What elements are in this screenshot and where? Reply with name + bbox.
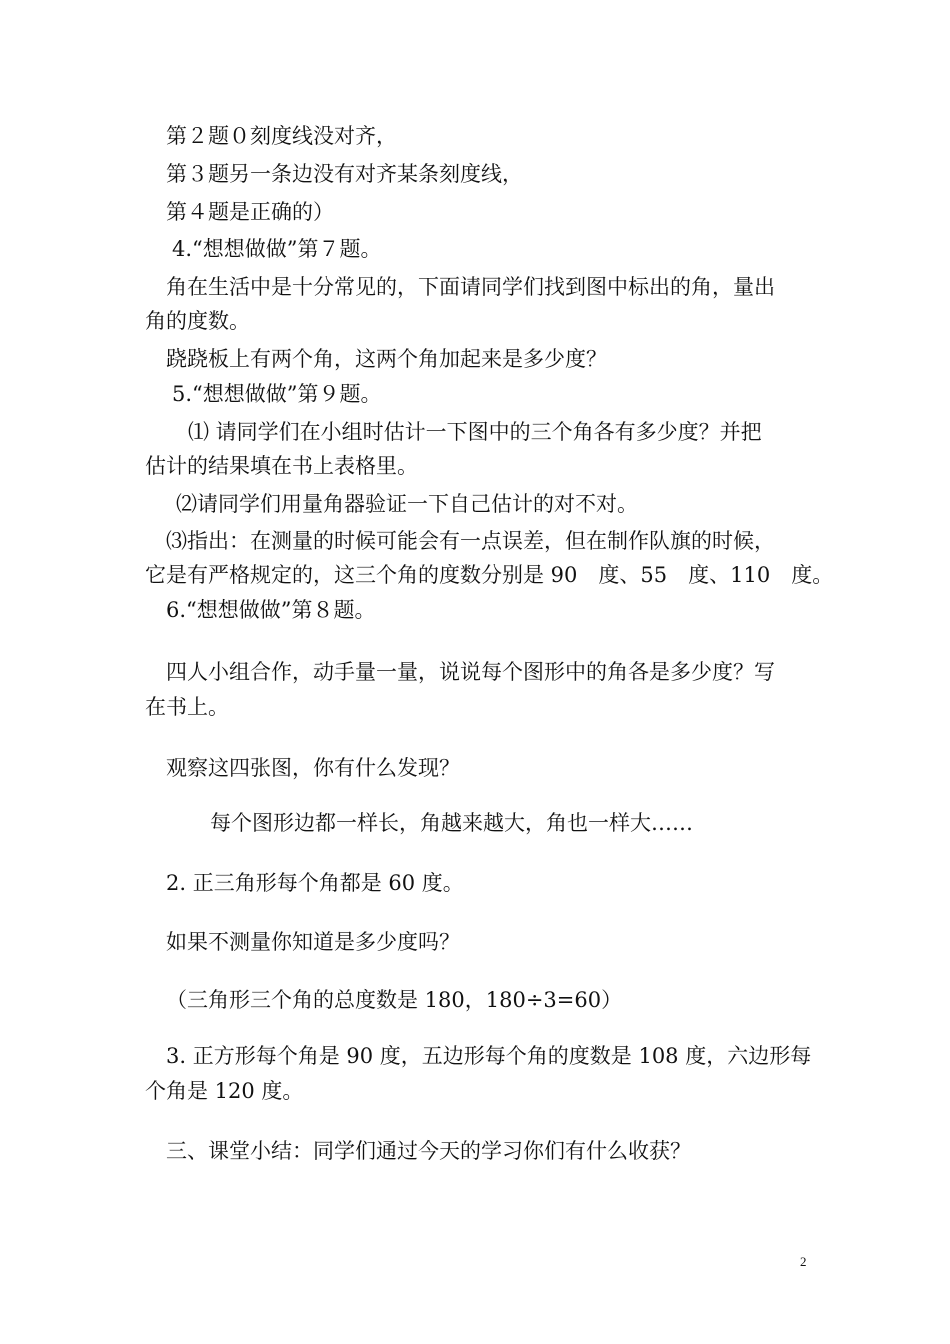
page-number: 2 (800, 1254, 807, 1269)
text-line: 2. 正三角形每个角都是 60 度。 (166, 871, 464, 895)
text-line: 第３题另一条边没有对齐某条刻度线， (166, 162, 523, 186)
text-line: 6.“想想做做”第８题。 (166, 598, 376, 622)
text-line: 观察这四张图，你有什么发现？ (166, 756, 460, 780)
text-line: 角的度数。 (145, 309, 250, 333)
text-line: 每个图形边都一样长，角越来越大，角也一样大…… (210, 811, 693, 835)
text-line: 在书上。 (145, 695, 229, 719)
text-line: 三、课堂小结：同学们通过今天的学习你们有什么收获？ (166, 1139, 691, 1163)
text-line: 角在生活中是十分常见的，下面请同学们找到图中标出的角，量出 (166, 275, 775, 299)
text-line: 四人小组合作，动手量一量，说说每个图形中的角各是多少度？写 (166, 660, 775, 684)
text-line: 如果不测量你知道是多少度吗？ (166, 930, 460, 954)
text-line: ⑶指出：在测量的时候可能会有一点误差，但在制作队旗的时候， (166, 529, 775, 553)
text-line: 个角是 120 度。 (145, 1079, 304, 1103)
text-line: ⑵请同学们用量角器验证一下自己估计的对不对。 (176, 492, 638, 516)
text-line: （三角形三个角的总度数是 180，180÷3=60） (166, 988, 623, 1012)
text-line: 5.“想想做做”第９题。 (172, 382, 382, 406)
text-line: 第４题是正确的） (166, 200, 334, 224)
text-line: 3. 正方形每个角是 90 度，五边形每个角的度数是 108 度，六边形每 (166, 1044, 812, 1068)
text-line: 估计的结果填在书上表格里。 (145, 454, 418, 478)
text-line: 第２题０刻度线没对齐， (166, 124, 397, 148)
text-line: 4.“想想做做”第７题。 (172, 237, 382, 261)
text-line: ⑴ 请同学们在小组时估计一下图中的三个角各有多少度？并把 (188, 420, 762, 444)
text-line: 它是有严格规定的，这三个角的度数分别是 90 度、55 度、110 度。 (145, 563, 834, 587)
text-line: 跷跷板上有两个角，这两个角加起来是多少度？ (166, 347, 607, 371)
